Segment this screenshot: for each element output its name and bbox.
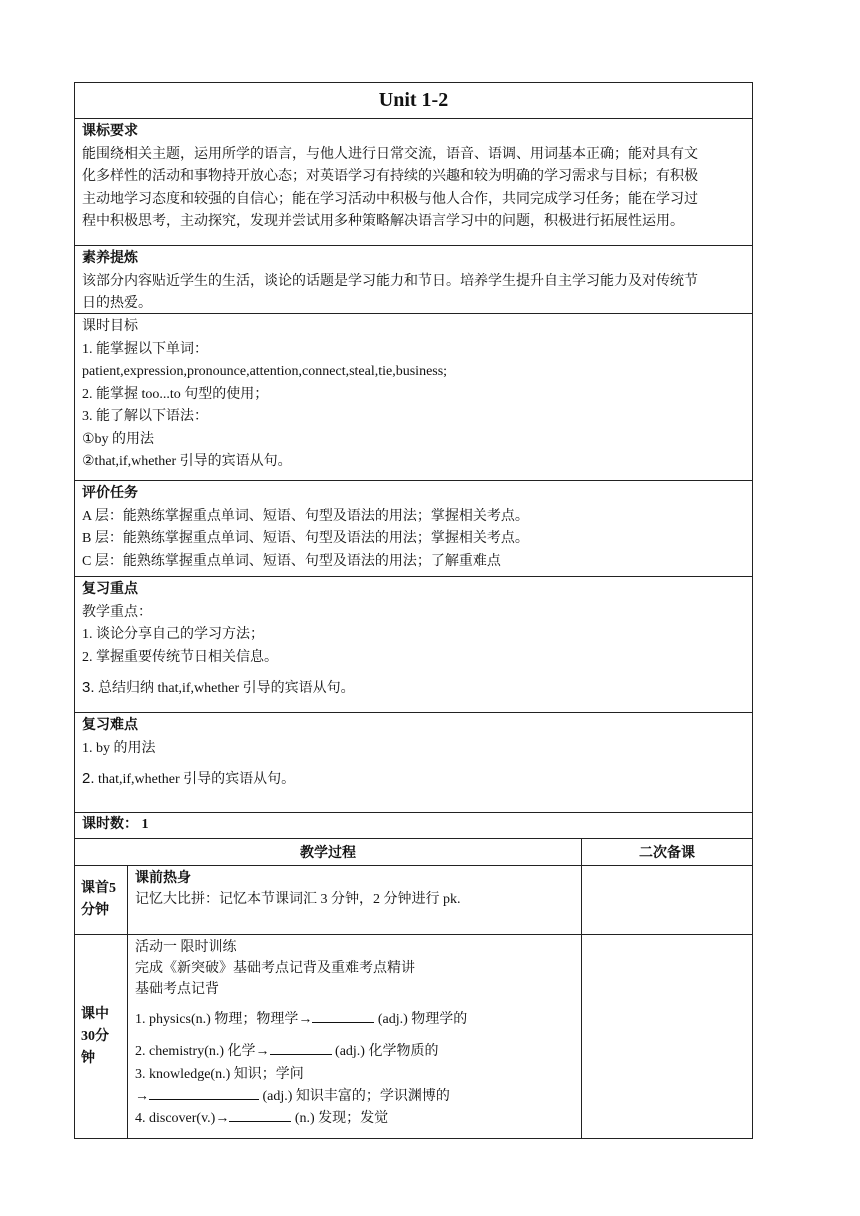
focus-line-text: 总结归纳 that,if,whether 引导的宾语从句。 bbox=[94, 681, 355, 696]
page-title: Unit 1-2 bbox=[74, 82, 753, 118]
difficulty-line bbox=[82, 768, 745, 792]
warmup-notes bbox=[582, 866, 753, 935]
objective-line: 1. 能掌握以下单词： bbox=[82, 341, 208, 357]
process-row-warmup bbox=[75, 866, 753, 935]
focus-subheading: 教学重点： bbox=[82, 604, 152, 620]
main-notes bbox=[582, 935, 753, 1139]
exercise-item: 2. chemistry(n.) 化学→ (adj.) 化学物质的 bbox=[135, 1040, 574, 1062]
main-time-label: 课中30分钟 bbox=[81, 1006, 109, 1066]
standards-line: 程中积极思考，主动探究，发现并尝试用多种策略解决语言学习中的问题，积极进行拓展性运用。 bbox=[82, 214, 684, 229]
process-header-main: 教学过程 bbox=[75, 839, 582, 866]
literacy-line: 该部分内容贴近学生的生活，谈论的话题是学习能力和节日。培养学生提升自主学习能力及对传统节 bbox=[82, 273, 698, 289]
assessment-line: C 层：能熟练掌握重点单词、短语、句型及语法的用法；了解重难点 bbox=[82, 553, 501, 569]
assessment-heading: 评价任务 bbox=[82, 486, 138, 501]
objective-line: ②that,if,whether 引导的宾语从句。 bbox=[82, 454, 292, 469]
objectives-heading: 课时目标 bbox=[82, 319, 138, 334]
objective-line: ①by 的用法 bbox=[82, 431, 155, 447]
process-table bbox=[74, 838, 753, 1139]
difficulty-heading: 复习难点 bbox=[82, 718, 138, 733]
process-header-row bbox=[75, 839, 753, 866]
assessment-section bbox=[74, 480, 753, 576]
focus-heading: 复习重点 bbox=[82, 582, 138, 597]
difficulty-line-number: 2. bbox=[82, 770, 95, 787]
difficulty-line-text: that,if,whether 引导的宾语从句。 bbox=[94, 772, 296, 787]
objective-line: 3. 能了解以下语法： bbox=[82, 409, 208, 424]
warmup-content bbox=[128, 866, 581, 912]
focus-section bbox=[74, 576, 753, 712]
literacy-line: 日的热爱。 bbox=[82, 296, 152, 311]
warmup-heading: 课前热身 bbox=[135, 871, 191, 886]
exercise-item: 3. knowledge(n.) 知识；学问 bbox=[135, 1067, 304, 1082]
answer-blank[interactable] bbox=[270, 1040, 332, 1055]
exercise-item: → (adj.) 知识丰富的；学识渊博的 bbox=[135, 1085, 574, 1107]
literacy-heading: 素养提炼 bbox=[82, 251, 138, 266]
literacy-section bbox=[74, 245, 753, 313]
standards-line: 能围绕相关主题，运用所学的语言，与他人进行日常交流，语音、语调、用词基本正确；能对具有文 bbox=[82, 146, 698, 162]
focus-line bbox=[82, 677, 745, 701]
exercise-item: 1. physics(n.) 物理；物理学→ (adj.) 物理学的 bbox=[135, 1008, 574, 1030]
objective-line: 2. 能掌握 too...to 句型的使用； bbox=[82, 386, 269, 402]
process-row-main bbox=[75, 935, 753, 1139]
exercise-item: 4. discover(v.)→ (n.) 发现；发觉 bbox=[135, 1107, 574, 1129]
activity-title: 活动一 限时训练 bbox=[135, 940, 237, 955]
standards-line: 主动地学习态度和较强的自信心；能在学习活动中积极与他人合作，共同完成学习任务；能在学习过 bbox=[82, 191, 698, 207]
warmup-text: 记忆大比拼：记忆本节课词汇 3 分钟，2 分钟进行 pk. bbox=[135, 892, 461, 907]
assessment-line: A 层：能熟练掌握重点单词、短语、句型及语法的用法；掌握相关考点。 bbox=[82, 508, 529, 524]
standards-line: 化多样性的活动和事物持开放心态；对英语学习有持续的兴趣和较为明确的学习需求与目标；有积极 bbox=[82, 169, 698, 184]
answer-blank[interactable] bbox=[229, 1107, 291, 1122]
focus-line: 1. 谈论分享自己的学习方法； bbox=[82, 627, 264, 642]
lesson-plan bbox=[74, 82, 753, 1139]
activity-subtitle: 基础考点记背 bbox=[135, 982, 219, 997]
answer-blank[interactable] bbox=[312, 1008, 374, 1023]
process-header-notes: 二次备课 bbox=[582, 839, 753, 866]
difficulty-line: 1. by 的用法 bbox=[82, 740, 156, 756]
difficulty-section bbox=[74, 712, 753, 812]
standards-section bbox=[74, 118, 753, 245]
objectives-section bbox=[74, 313, 753, 480]
lesson-hours: 课时数： 1 bbox=[74, 812, 753, 838]
standards-heading: 课标要求 bbox=[82, 124, 138, 139]
main-content bbox=[128, 935, 581, 1131]
focus-line: 2. 掌握重要传统节日相关信息。 bbox=[82, 649, 278, 665]
answer-blank[interactable] bbox=[149, 1085, 259, 1100]
warmup-time-label: 课首5分钟 bbox=[81, 881, 116, 918]
activity-task: 完成《新突破》基础考点记背及重难考点精讲 bbox=[135, 961, 415, 976]
focus-line-number: 3. bbox=[82, 679, 95, 696]
objective-line: patient,expression,pronounce,attention,connect,steal,tie,business; bbox=[82, 364, 448, 379]
assessment-line: B 层：能熟练掌握重点单词、短语、句型及语法的用法；掌握相关考点。 bbox=[82, 531, 529, 546]
